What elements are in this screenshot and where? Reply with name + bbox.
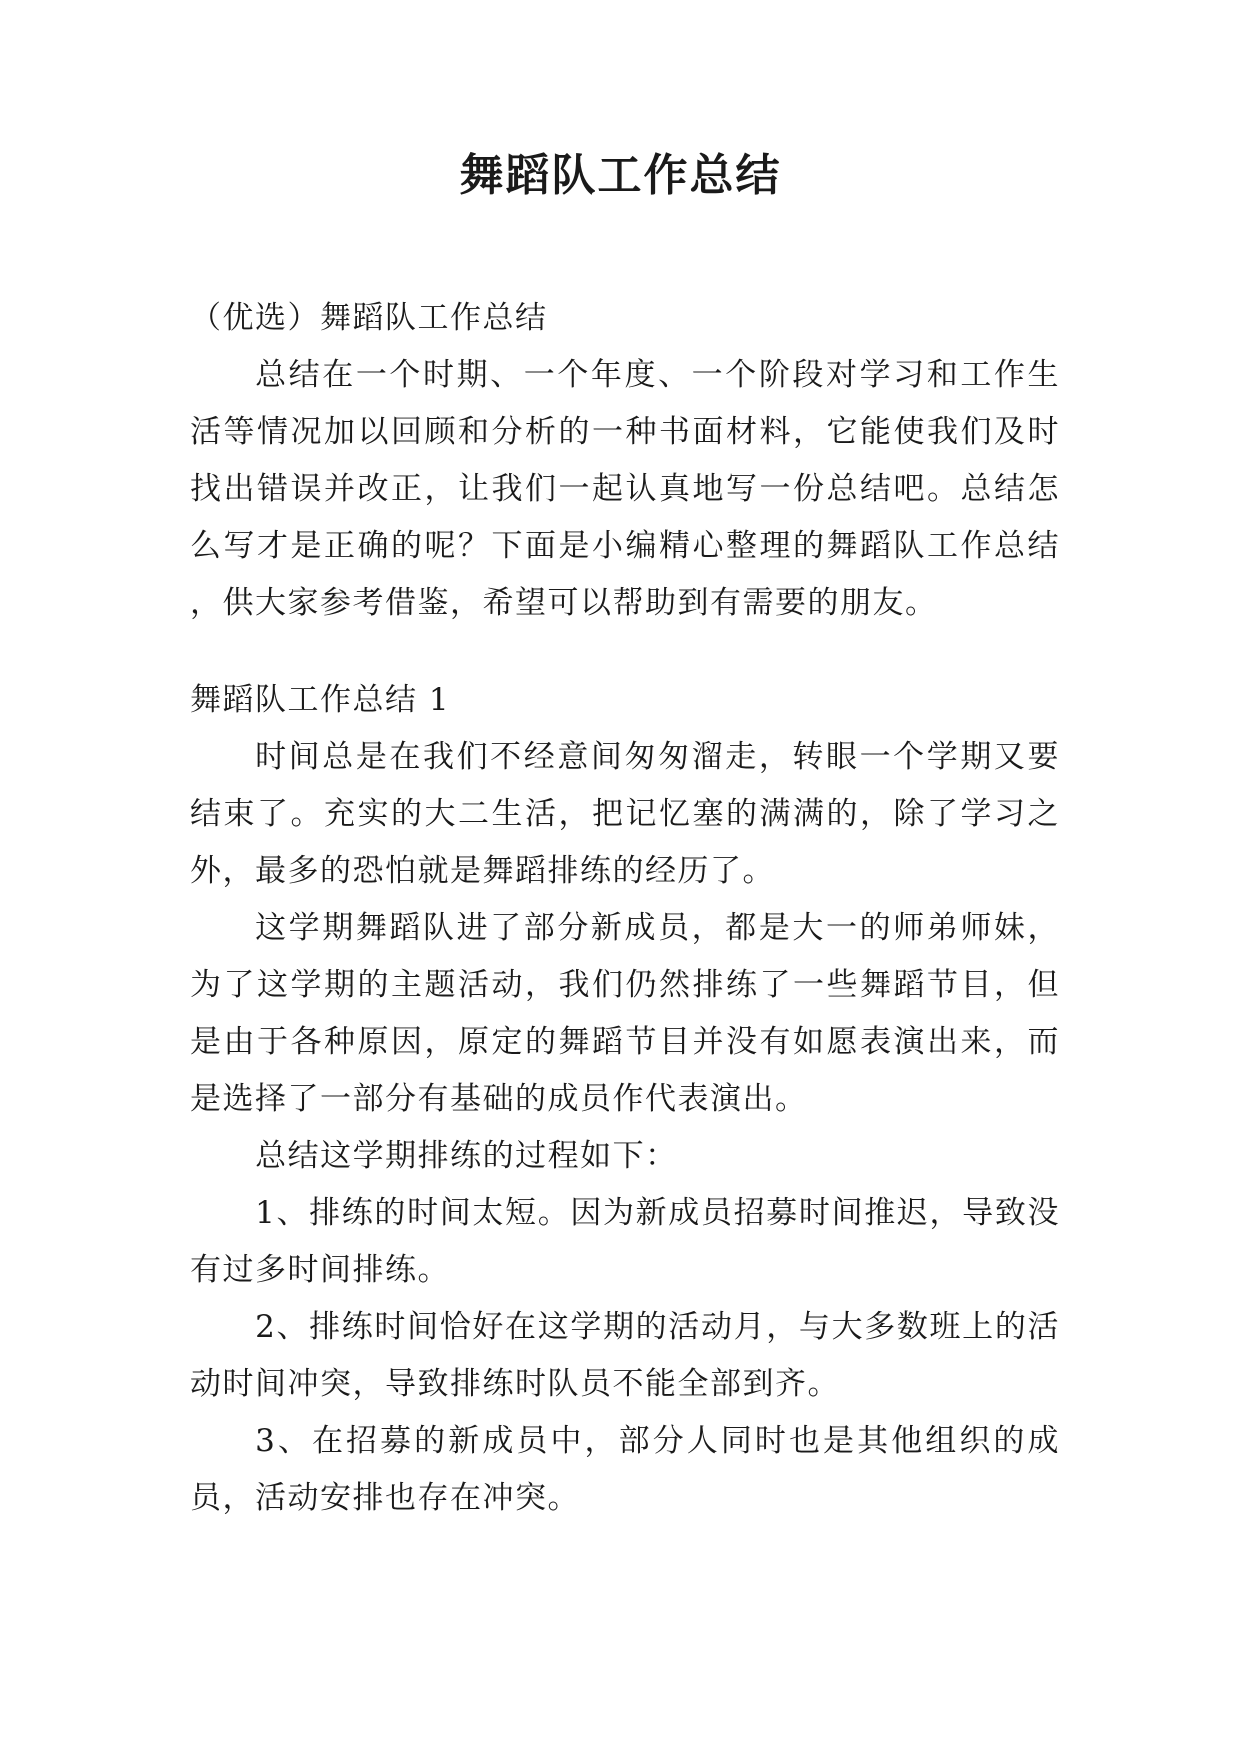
list-item: 2、排练时间恰好在这学期的活动月，与大多数班上的活动时间冲突，导致排练时队员不能全部到齐。 — [190, 1309, 1060, 1402]
document-subtitle: （优选）舞蹈队工作总结 — [190, 300, 548, 336]
document-body — [190, 290, 1060, 1527]
body-paragraph: 这学期舞蹈队进了部分新成员，都是大一的师弟师妹，为了这学期的主题活动，我们仍然排练了一些舞蹈节目，但是由于各种原因，原定的舞蹈节目并没有如愿表演出来，而是选择了一部分有基础的成员作代表演出。 — [190, 910, 1060, 1117]
document-title: 舞蹈队工作总结 — [459, 150, 782, 201]
list-item: 3、在招募的新成员中，部分人同时也是其他组织的成员，活动安排也存在冲突。 — [190, 1423, 1060, 1516]
body-paragraph: 总结这学期排练的过程如下： — [255, 1138, 678, 1174]
intro-paragraph: 总结在一个时期、一个年度、一个阶段对学习和工作生活等情况加以回顾和分析的一种书面材料，它能使我们及时找出错误并改正，让我们一起认真地写一份总结吧。总结怎么写才是正确的呢？下面是小编精心整理的舞蹈队工作总结 ，供大家参考借鉴，希望可以帮助到有需要的朋友。 — [190, 357, 1060, 621]
section-heading: 舞蹈队工作总结 1 — [190, 682, 451, 718]
section-gap — [190, 632, 1060, 672]
list-item: 1、排练的时间太短。因为新成员招募时间推迟，导致没有过多时间排练。 — [190, 1195, 1060, 1288]
body-paragraph: 时间总是在我们不经意间匆匆溜走，转眼一个学期又要结束了。充实的大二生活，把记忆塞的满满的，除了学习之外，最多的恐怕就是舞蹈排练的经历了。 — [190, 739, 1060, 889]
